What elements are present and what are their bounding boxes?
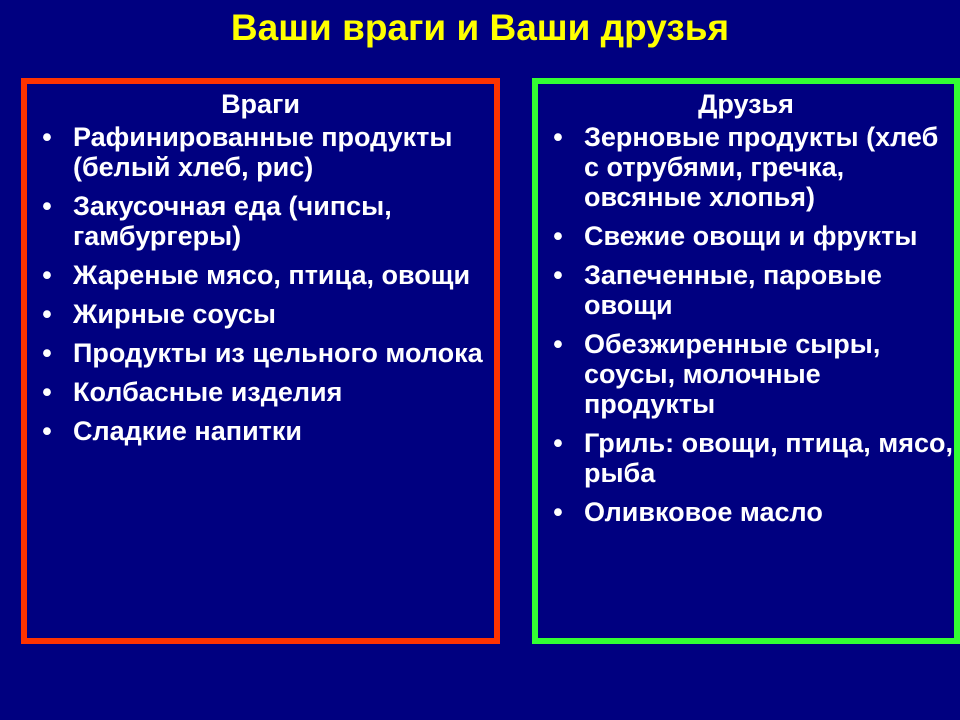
list-item-text: Зерновые продукты (хлеб с отрубями, гречка, овсяные хлопья): [584, 122, 939, 212]
bullet-icon: •: [42, 260, 52, 290]
enemies-list: [27, 122, 494, 446]
list-item: [538, 122, 954, 212]
bullet-icon: •: [553, 260, 563, 290]
bullet-icon: •: [42, 122, 52, 152]
bullet-icon: •: [42, 338, 52, 368]
list-item: [27, 338, 494, 368]
list-item-text: Жирные соусы: [73, 299, 276, 329]
list-item-text: Оливковое масло: [584, 497, 823, 527]
bullet-icon: •: [42, 377, 52, 407]
list-item: [538, 329, 954, 419]
list-item: [538, 221, 954, 251]
list-item: [538, 428, 954, 488]
list-item-text: Рафинированные продукты (белый хлеб, рис): [73, 122, 453, 182]
bullet-icon: •: [553, 428, 563, 458]
bullet-icon: •: [42, 299, 52, 329]
list-item: [27, 299, 494, 329]
list-item: [27, 377, 494, 407]
list-item: [538, 497, 954, 527]
list-item-text: Колбасные изделия: [73, 377, 343, 407]
friends-panel: [532, 78, 960, 644]
bullet-icon: •: [553, 122, 563, 152]
friends-list: [538, 122, 954, 527]
bullet-icon: •: [553, 221, 563, 251]
list-item: [27, 191, 494, 251]
list-item-text: Свежие овощи и фрукты: [584, 221, 918, 251]
list-item-text: Жареные мясо, птица, овощи: [73, 260, 471, 290]
list-item: [27, 122, 494, 182]
bullet-icon: •: [42, 416, 52, 446]
list-item: [538, 260, 954, 320]
bullet-icon: •: [553, 497, 563, 527]
list-item-text: Закусочная еда (чипсы, гамбургеры): [73, 191, 392, 251]
list-item-text: Продукты из цельного молока: [73, 338, 483, 368]
friends-heading: Друзья: [698, 89, 794, 119]
list-item: [27, 416, 494, 446]
enemies-heading: Враги: [221, 89, 300, 119]
bullet-icon: •: [553, 329, 563, 359]
list-item-text: Гриль: овощи, птица, мясо, рыба: [584, 428, 954, 488]
bullet-icon: •: [42, 191, 52, 221]
list-item: [27, 260, 494, 290]
list-item-text: Обезжиренные сыры, соусы, молочные продукты: [584, 329, 881, 419]
slide-title: Ваши враги и Ваши друзья: [230, 7, 730, 48]
list-item-text: Запеченные, паровые овощи: [584, 260, 882, 320]
enemies-panel: [21, 78, 500, 644]
list-item-text: Сладкие напитки: [73, 416, 302, 446]
